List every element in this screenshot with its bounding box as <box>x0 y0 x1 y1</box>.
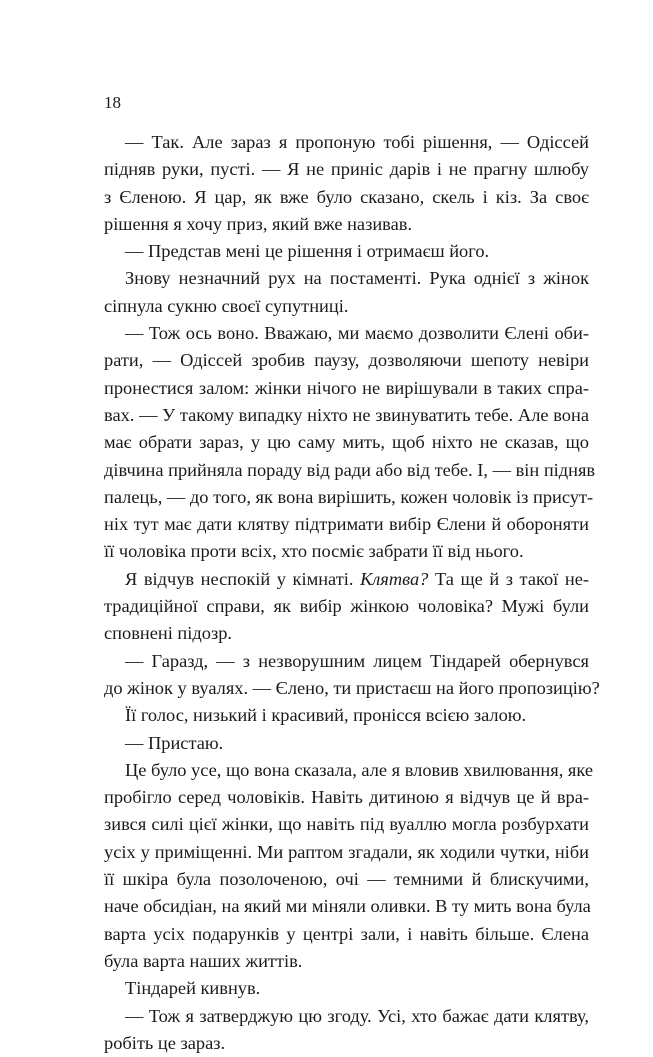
text-line: Її голос, низький і красивий, пронісся всією залою. <box>125 705 527 726</box>
text-line: — Тож ось воно. Вважаю, ми маємо дозволити Єлені оби- <box>125 323 589 344</box>
text-line: Знову незначний рух на постаменті. Рука однієї з жінок <box>125 268 589 289</box>
text-line: наче обсидіан, на який ми міняли оливки. В ту мить вона була <box>104 896 591 917</box>
text-line: до жінок у вуалях. — Єлено, ти пристаєш на його пропозицію? <box>104 677 600 698</box>
text-line: ніх тут має дати клятву підтримати вибір Єлени й обороняти <box>104 514 589 535</box>
text-line <box>104 566 589 593</box>
text-line: була варта наших життів. <box>104 950 303 971</box>
text-line: рішення я хочу приз, який вже називав. <box>104 213 413 234</box>
text-line: сіпнула сукню своєї супутниці. <box>104 295 349 316</box>
text-line: Це було усе, що вона сказала, але я вловив хвилювання, яке <box>125 759 594 780</box>
text-segment: Та ще й з такої не- <box>434 568 589 589</box>
page-number: 18 <box>104 93 121 112</box>
body-text <box>104 129 600 1057</box>
text-line: зився силі цієї жінки, що навіть під вуаллю могла розбурхати <box>104 814 589 835</box>
text-segment: Я відчув неспокій у кімнаті. <box>125 568 354 589</box>
text-line: — Пристаю. <box>125 732 224 753</box>
text-line: робіть це зараз. <box>104 1032 226 1053</box>
text-line: рати, — Одіссей зробив паузу, дозволяючи шепоту невіри <box>104 350 589 371</box>
text-line: її чоловіка проти всіх, хто посміє забрати її від нього. <box>104 541 524 562</box>
text-line: вах. — У такому випадку ніхто не звинуватить тебе. Але вона <box>104 404 589 425</box>
text-line: сповнені підозр. <box>104 623 232 644</box>
text-line: палець, — до того, як вона вирішить, кожен чоловік із присут- <box>104 486 594 507</box>
text-line: пробігло серед чоловіків. Навіть дитиною я відчув це й вра- <box>104 787 589 808</box>
text-line: — Тож я затверджую цю згоду. Усі, хто бажає дати клятву, <box>125 1005 589 1026</box>
text-line: — Так. Але зараз я пропоную тобі рішення, — Одіссей <box>125 132 589 152</box>
emphasis-text: Клятва? <box>360 568 429 589</box>
text-line: має обрати зараз, у цю саму мить, щоб ніхто не сказав, що <box>104 432 589 453</box>
text-line: варта усіх подарунків у центрі зали, і навіть більше. Єлена <box>104 923 589 944</box>
text-line: її шкіра була позолоченою, очі — темними й блискучими, <box>104 869 589 890</box>
text-line: — Гаразд, — з незворушним лицем Тіндарей обернувся <box>125 650 589 671</box>
text-line: дівчина прийняла пораду від ради або від тебе. І, — він підняв <box>104 459 596 480</box>
text-line: Тіндарей кивнув. <box>125 978 261 999</box>
text-line: — Представ мені це рішення і отримаєш його. <box>125 241 490 262</box>
text-line: усіх у приміщенні. Ми раптом згадали, як ходили чутки, ніби <box>104 841 589 862</box>
text-line: з Єленою. Я цар, як вже було сказано, скель і кіз. За своє <box>104 186 589 207</box>
text-line: традиційної справи, як вибір жінкою чоловіка? Мужі були <box>104 596 589 617</box>
text-line: пронестися залом: жінки нічого не вирішували в таких спра- <box>104 377 589 398</box>
text-line: підняв руки, пусті. — Я не приніс дарів і не прагну шлюбу <box>104 159 589 180</box>
